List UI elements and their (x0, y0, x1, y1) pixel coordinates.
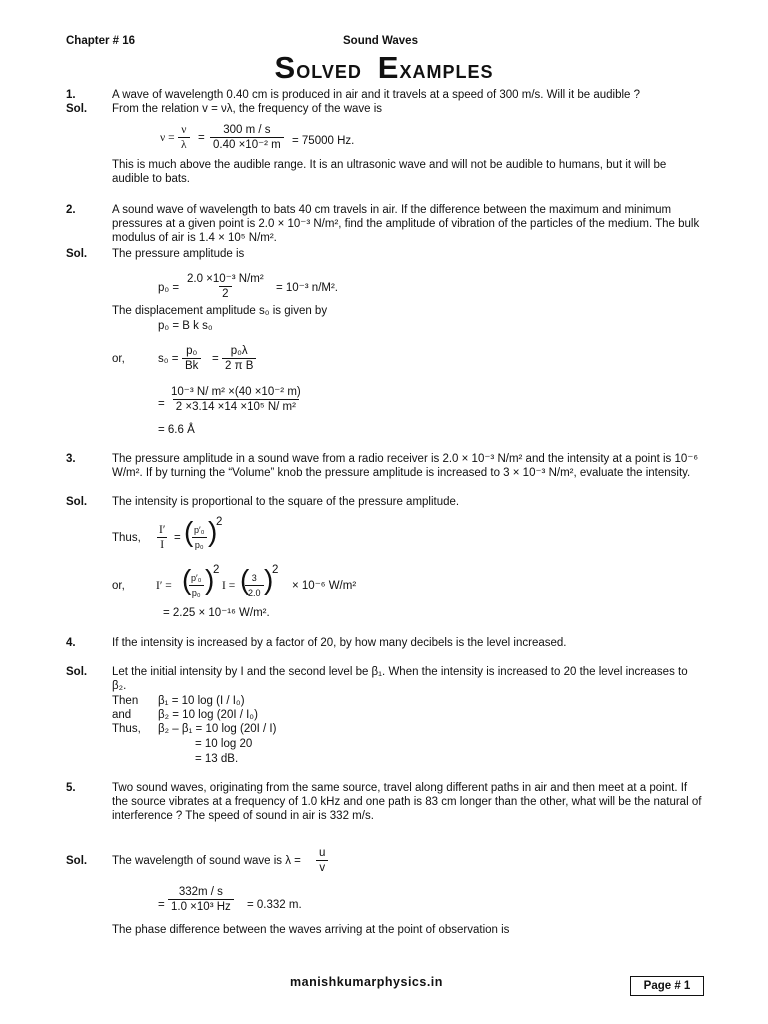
example-number: 5. (66, 782, 76, 794)
footer-site: manishkumarphysics.in (290, 975, 443, 989)
eq-sign: = (212, 353, 219, 365)
sol-line: Then (112, 695, 139, 707)
sol-line: and (112, 709, 132, 721)
sol-line: The wavelength of sound wave is λ = (112, 855, 301, 867)
sol-line: = 6.6 Å (158, 424, 195, 436)
example-number: 2. (66, 204, 76, 216)
eq-sign: = (198, 132, 205, 144)
eq-sign: = (158, 899, 165, 911)
paren-close: ) (264, 564, 274, 595)
sol-label: Sol. (66, 248, 88, 260)
eq-mid: I = (222, 580, 236, 592)
fraction: $\frac{\text{p₀}}{Bk}$ (182, 344, 201, 373)
sol-line: = 2.25 × 10⁻¹⁶ W/m². (163, 607, 270, 619)
sol-line: β₂ – β₁ = 10 log (20I / I) (158, 723, 277, 735)
sol-line: or, (112, 353, 125, 365)
exponent: 2 (213, 564, 220, 576)
fraction: $\frac{\text{10⁻³ N/ m² ×(40 ×10⁻² m)}}{\text{2 ×3.14 ×14 ×10⁵ N/ m²}}$ (171, 386, 301, 413)
sol-line: or, (112, 580, 125, 592)
fraction: $\frac{300 m / s}{\text{0.40 ×10⁻² m}}$ (210, 123, 284, 152)
example-number: 1. (66, 89, 76, 101)
fraction: $\frac{\text{p′₀}}{\text{p₀}}$ (188, 571, 204, 600)
sol-line: β₁ = 10 log (I / I₀) (158, 695, 245, 707)
question-text: Two sound waves, originating from the same source, travel along different paths in air and then meet at a point. If the source vibrates at a frequency of 1.0 kHz and one path is 83 cm longer than the other, what will be the natural of interference ? The speed of sound in air is 332 m/s. (112, 782, 702, 822)
paren-close: ) (205, 564, 215, 595)
fraction: $\frac{3}{2.0}$ (245, 571, 264, 600)
chapter-label: Chapter # 16 (66, 35, 136, 47)
eq-lhs: ν = (160, 132, 175, 144)
eq-sign: = (174, 532, 181, 544)
sol-line: The displacement amplitude s₀ is given by (112, 305, 328, 317)
sol-line: Thus, (112, 723, 141, 735)
sol-line: The phase difference between the waves arriving at the point of observation is (112, 924, 510, 936)
paren-open: ( (240, 564, 250, 595)
eq-rhs: = 75000 Hz. (292, 135, 355, 147)
page-number: Page # 1 (630, 976, 704, 996)
sol-line: = 10 log 20 (195, 738, 253, 750)
example-number: 4. (66, 637, 76, 649)
sol-line: Let the initial intensity by I and the second level be β₁. When the intensity is increased to 20 the level increases to β₂. (112, 666, 688, 692)
exponent: 2 (272, 564, 279, 576)
sol-label: Sol. (66, 855, 88, 867)
sol-line: From the relation v = νλ, the frequency of the wave is (112, 103, 383, 115)
question-text: A sound wave of wavelength to bats 40 cm travels in air. If the difference between the maximum and minimum pressures at a given point is 2.0 × 10⁻³ N/m², find the amplitude of vibration of the particles of the medium. The bulk modulus of air is 1.4 × 10⁵ N/m². (112, 204, 700, 244)
sol-line: The intensity is proportional to the square of the pressure amplitude. (112, 496, 460, 508)
sol-line: β₂ = 10 log (20I / I₀) (158, 709, 258, 721)
sol-label: Sol. (66, 666, 88, 678)
question-text: The pressure amplitude in a sound wave from a radio receiver is 2.0 × 10⁻³ N/m² and the intensity at a point is 10⁻⁶ W/m². If by turning the “Volume” knob the pressure amplitude is increased to 3 × 10⁻³ N/m², evaluate the intensity. (112, 453, 699, 479)
fraction: $\frac{u}{v}$ (316, 846, 328, 875)
exponent: 2 (216, 516, 223, 528)
fraction: $\frac{I'}{I}$ (159, 524, 166, 551)
question-text: If the intensity is increased by a factor of 20, by how many decibels is the level increased. (112, 637, 567, 649)
fraction: $\frac{\text{p′₀}}{\text{p₀}}$ (191, 523, 207, 552)
fraction: $\frac{\text{p₀λ}}{\text{2 π B}}$ (222, 344, 256, 373)
eq-lhs: I′ = (156, 580, 172, 592)
sol-line: = 0.332 m. (247, 899, 302, 911)
sol-line: The pressure amplitude is (112, 248, 245, 260)
fraction: $\frac{332m / s}{\text{1.0 ×10³ Hz}}$ (168, 885, 234, 914)
sol-line: p₀ = B k s₀ (158, 320, 213, 332)
paren-close: ) (208, 516, 218, 547)
sol-line: Thus, (112, 532, 141, 544)
eq-sign: = (158, 398, 165, 410)
question-text: A wave of wavelength 0.40 cm is produced in air and it travels at a speed of 300 m/s. Will it be audible ? (112, 89, 641, 101)
paren-open: ( (184, 516, 194, 547)
eq-lhs: s₀ = (158, 353, 179, 365)
page-title: Solved Examples (274, 50, 494, 85)
eq-rhs: = 10⁻³ n/M². (276, 282, 338, 294)
sol-line: = 13 dB. (195, 753, 239, 765)
sol-line: This is much above the audible range. It is an ultrasonic wave and will not be audible to humans, but it will be audible to bats. (112, 159, 667, 185)
topic-label: Sound Waves (343, 35, 418, 47)
sol-label: Sol. (66, 496, 88, 508)
fraction: $\frac{\text{2.0 ×10⁻³ N/m²}}{2}$ (187, 273, 264, 300)
eq-rhs: × 10⁻⁶ W/m² (292, 580, 357, 592)
paren-open: ( (182, 564, 192, 595)
sol-label: Sol. (66, 103, 88, 115)
example-number: 3. (66, 453, 76, 465)
fraction: $\frac{\nu}{\lambda}$ (178, 123, 190, 152)
eq-lhs: p₀ = (158, 282, 180, 294)
